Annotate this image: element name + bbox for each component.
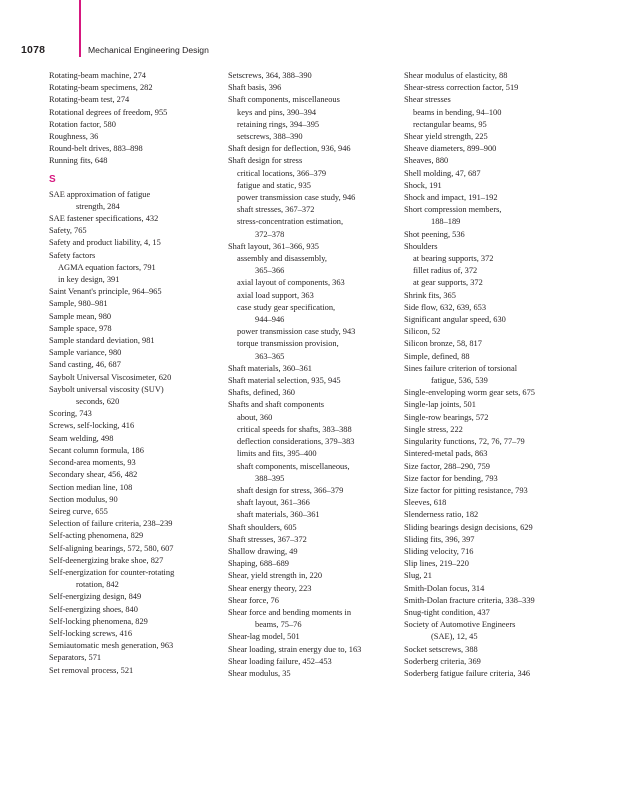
index-entry: Shear, yield strength in, 220 xyxy=(228,571,323,581)
index-entry: Rotational degrees of freedom, 955 xyxy=(49,107,168,117)
index-subentry: retaining rings, 394–395 xyxy=(237,119,320,129)
index-entry: Seireg curve, 655 xyxy=(49,506,108,516)
index-subentry: torque transmission provision, xyxy=(237,339,339,349)
index-entry: Society of Automotive Engineers xyxy=(404,620,516,630)
index-subentry: 365–366 xyxy=(255,266,285,276)
index-entry: Sample, 980–981 xyxy=(49,299,108,309)
index-entry: Sheaves, 880 xyxy=(404,156,449,166)
index-subentry: shaft design for stress, 366–379 xyxy=(237,485,344,495)
index-entry: Sliding bearings design decisions, 629 xyxy=(404,522,533,532)
index-subentry: (SAE), 12, 45 xyxy=(431,632,478,642)
index-entry: Shell molding, 47, 687 xyxy=(404,168,481,178)
index-entry: Shear loading failure, 452–453 xyxy=(228,656,332,666)
index-entry: Rotating-beam specimens, 282 xyxy=(49,83,153,93)
index-column-3 xyxy=(404,70,594,680)
index-entry: Shaft layout, 361–366, 935 xyxy=(228,241,319,251)
index-entry: Shafts and shaft components xyxy=(228,400,325,410)
page-header xyxy=(21,44,209,60)
index-entry: Self-locking screws, 416 xyxy=(49,628,133,638)
index-entry: Seam welding, 498 xyxy=(49,433,114,443)
index-entry: Short compression members, xyxy=(404,205,502,215)
index-entry: Self-energizing shoes, 840 xyxy=(49,604,138,614)
index-subentry: case study gear specification, xyxy=(237,302,336,312)
index-entry: Shear force, 76 xyxy=(228,595,279,605)
index-entry: Single stress, 222 xyxy=(404,424,463,434)
index-entry: Significant angular speed, 630 xyxy=(404,315,506,325)
index-subentry: fatigue and static, 935 xyxy=(237,180,311,190)
index-subentry: shaft materials, 360–361 xyxy=(237,510,320,520)
index-entry: Shaft basis, 396 xyxy=(228,83,282,93)
index-entry: Shear yield strength, 225 xyxy=(404,132,488,142)
index-entry: Shear-lag model, 501 xyxy=(228,632,300,642)
index-entry: Self-energizing design, 849 xyxy=(49,592,142,602)
section-letter: S xyxy=(49,173,56,185)
index-entry: Smith-Dolan focus, 314 xyxy=(404,583,485,593)
index-entry: Shock and impact, 191–192 xyxy=(404,193,498,203)
index-subentry: shaft stresses, 367–372 xyxy=(237,205,315,215)
index-subentry: 363–365 xyxy=(255,351,285,361)
index-entry: Secondary shear, 456, 482 xyxy=(49,470,138,480)
index-entry: Round-belt drives, 883–898 xyxy=(49,144,143,154)
index-entry: Set removal process, 521 xyxy=(49,665,134,675)
index-subentry: shaft components, miscellaneous, xyxy=(237,461,350,471)
index-entry: Secant column formula, 186 xyxy=(49,445,144,455)
index-subentry: 388–395 xyxy=(255,473,285,483)
index-entry: Sines failure criterion of torsional xyxy=(404,363,518,373)
index-entry: Self-locking phenomena, 829 xyxy=(49,616,148,626)
index-subentry: critical speeds for shafts, 383–388 xyxy=(237,424,352,434)
index-column-1 xyxy=(49,70,217,677)
index-entry: Selection of failure criteria, 238–239 xyxy=(49,519,173,529)
index-entry: Sliding fits, 396, 397 xyxy=(404,534,475,544)
index-subentry: 188–189 xyxy=(431,217,461,227)
index-entry: Shaft components, miscellaneous xyxy=(228,95,340,105)
index-entry: Running fits, 648 xyxy=(49,156,108,166)
index-subentry: strength, 284 xyxy=(76,201,120,211)
index-entry: Shear modulus, 35 xyxy=(228,668,291,678)
index-entry: Safety and product liability, 4, 15 xyxy=(49,238,161,248)
index-subentry: in key design, 391 xyxy=(58,275,120,285)
index-subentry: critical locations, 366–379 xyxy=(237,168,327,178)
index-entry: Shear loading, strain energy due to, 163 xyxy=(228,644,362,654)
index-subentry: at bearing supports, 372 xyxy=(413,254,494,264)
index-entry: Semiautomatic mesh generation, 963 xyxy=(49,641,174,651)
index-subentry: rotation, 842 xyxy=(76,580,119,590)
index-subentry: beams, 75–76 xyxy=(255,620,302,630)
index-entry: Sand casting, 46, 687 xyxy=(49,360,121,370)
index-entry: Shear stresses xyxy=(404,95,451,105)
index-entry: Shoulders xyxy=(404,241,438,251)
index-subentry: fillet radius of, 372 xyxy=(413,266,478,276)
index-subentry: shaft layout, 361–366 xyxy=(237,498,310,508)
index-entry: Size factor, 288–290, 759 xyxy=(404,461,490,471)
index-entry: Section median line, 108 xyxy=(49,482,133,492)
index-entry: Rotation factor, 580 xyxy=(49,119,116,129)
index-subentry: keys and pins, 390–394 xyxy=(237,107,317,117)
index-entry: Shaft materials, 360–361 xyxy=(228,363,312,373)
index-entry: Singularity functions, 72, 76, 77–79 xyxy=(404,437,525,447)
index-column-2 xyxy=(228,70,400,680)
index-subentry: 944–946 xyxy=(255,315,285,325)
index-entry: Rotating-beam test, 274 xyxy=(49,95,130,105)
index-entry: Side flow, 632, 639, 653 xyxy=(404,302,487,312)
index-subentry: rectangular beams, 95 xyxy=(413,119,487,129)
index-entry: Self-energization for counter-rotating xyxy=(49,567,175,577)
index-entry: Snug-tight condition, 437 xyxy=(404,607,490,617)
index-subentry: axial load support, 363 xyxy=(237,290,314,300)
index-entry: Saybolt Universal Viscosimeter, 620 xyxy=(49,372,172,382)
index-entry: Scoring, 743 xyxy=(49,409,92,419)
index-entry: Slip lines, 219–220 xyxy=(404,559,469,569)
index-entry: Saint Venant's principle, 964–965 xyxy=(49,287,162,297)
index-subentry: stress-concentration estimation, xyxy=(237,217,344,227)
index-entry: Sleeves, 618 xyxy=(404,498,447,508)
index-entry: Shock, 191 xyxy=(404,180,442,190)
page-number: 1078 xyxy=(21,44,46,56)
index-entry: Section modulus, 90 xyxy=(49,494,118,504)
index-subentry: AGMA equation factors, 791 xyxy=(58,262,156,272)
index-entry: Sample space, 978 xyxy=(49,323,112,333)
index-entry: Separators, 571 xyxy=(49,653,102,663)
index-entry: Sheave diameters, 899–900 xyxy=(404,144,497,154)
index-entry: Single-lap joints, 501 xyxy=(404,400,476,410)
index-subentry: power transmission case study, 943 xyxy=(237,327,356,337)
index-entry: Shaft design for deflection, 936, 946 xyxy=(228,144,351,154)
index-subentry: seconds, 620 xyxy=(76,397,120,407)
index-entry: Shaft stresses, 367–372 xyxy=(228,534,307,544)
index-entry: Shaping, 688–689 xyxy=(228,559,289,569)
index-entry: Shot peening, 536 xyxy=(404,229,465,239)
index-entry: Soderberg fatigue failure criteria, 346 xyxy=(404,668,531,678)
index-entry: Safety, 765 xyxy=(49,226,87,236)
index-subentry: fatigue, 536, 539 xyxy=(431,376,488,386)
index-entry: Silicon bronze, 58, 817 xyxy=(404,339,482,349)
book-title: Mechanical Engineering Design xyxy=(88,45,209,55)
index-subentry: about, 360 xyxy=(237,412,273,422)
index-entry: Single-row bearings, 572 xyxy=(404,412,489,422)
index-entry: Shallow drawing, 49 xyxy=(228,546,298,556)
index-subentry: setscrews, 388–390 xyxy=(237,132,303,142)
index-entry: Self-acting phenomena, 829 xyxy=(49,531,144,541)
index-entry: SAE approximation of fatigue xyxy=(49,189,151,199)
index-entry: Second-area moments, 93 xyxy=(49,458,136,468)
index-entry: Slenderness ratio, 182 xyxy=(404,510,479,520)
index-entry: Sample mean, 980 xyxy=(49,311,112,321)
index-entry: Shear energy theory, 223 xyxy=(228,583,312,593)
index-entry: Saybolt universal viscosity (SUV) xyxy=(49,384,164,394)
index-entry: Sample variance, 980 xyxy=(49,348,122,358)
index-subentry: assembly and disassembly, xyxy=(237,254,327,264)
index-subentry: axial layout of components, 363 xyxy=(237,278,345,288)
index-entry: Safety factors xyxy=(49,250,96,260)
index-entry: Size factor for pitting resistance, 793 xyxy=(404,485,528,495)
index-entry: SAE fastener specifications, 432 xyxy=(49,214,159,224)
index-subentry: deflection considerations, 379–383 xyxy=(237,437,355,447)
index-entry: Size factor for bending, 793 xyxy=(404,473,498,483)
index-entry: Slug, 21 xyxy=(404,571,432,581)
index-entry: Silicon, 52 xyxy=(404,327,441,337)
index-entry: Socket setscrews, 388 xyxy=(404,644,478,654)
index-entry: Shaft material selection, 935, 945 xyxy=(228,376,341,386)
index-entry: Setscrews, 364, 388–390 xyxy=(228,71,312,80)
index-entry: Soderberg criteria, 369 xyxy=(404,656,481,666)
index-entry: Single-enveloping worm gear sets, 675 xyxy=(404,388,535,398)
index-entry: Screws, self-locking, 416 xyxy=(49,421,135,431)
index-entry: Shrink fits, 365 xyxy=(404,290,456,300)
index-entry: Self-deenergizing brake shoe, 827 xyxy=(49,555,164,565)
index-entry: Self-aligning bearings, 572, 580, 607 xyxy=(49,543,174,553)
index-entry: Shear modulus of elasticity, 88 xyxy=(404,71,508,80)
index-entry: Smith-Dolan fracture criteria, 338–339 xyxy=(404,595,535,605)
index-subentry: power transmission case study, 946 xyxy=(237,193,356,203)
index-entry: Sliding velocity, 716 xyxy=(404,546,474,556)
index-entry: Shaft design for stress xyxy=(228,156,303,166)
index-subentry: 372–378 xyxy=(255,229,285,239)
index-entry: Sample standard deviation, 981 xyxy=(49,336,155,346)
index-entry: Shaft shoulders, 605 xyxy=(228,522,297,532)
index-subentry: at gear supports, 372 xyxy=(413,278,483,288)
index-entry: Shear-stress correction factor, 519 xyxy=(404,83,519,93)
index-entry: Simple, defined, 88 xyxy=(404,351,470,361)
index-entry: Rotating-beam machine, 274 xyxy=(49,71,146,80)
index-subentry: limits and fits, 395–400 xyxy=(237,449,317,459)
index-subentry: beams in bending, 94–100 xyxy=(413,107,502,117)
index-entry: Shear force and bending moments in xyxy=(228,607,352,617)
index-entry: Shafts, defined, 360 xyxy=(228,388,295,398)
index-entry: Roughness, 36 xyxy=(49,132,99,142)
index-entry: Sintered-metal pads, 863 xyxy=(404,449,488,459)
